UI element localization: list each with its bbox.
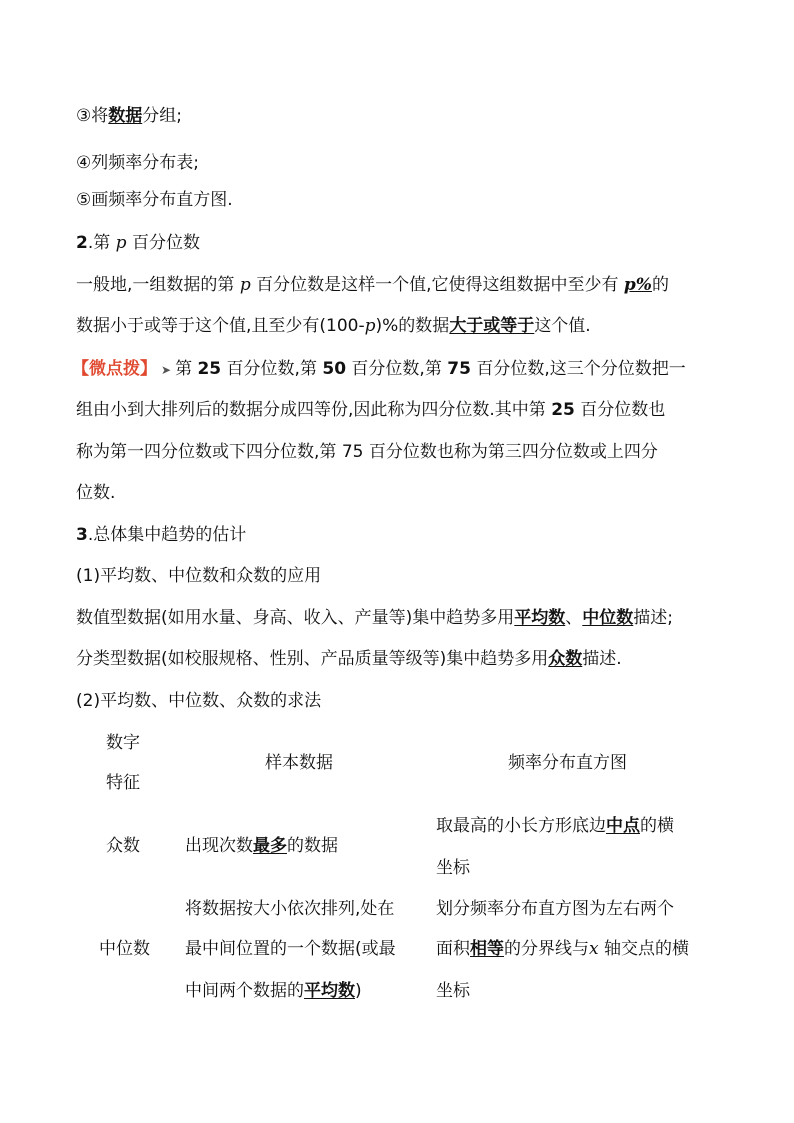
tip-line-4: 位数. [76,483,116,503]
row-median-sample-line1: 将数据按大小依次排列,处在 [185,899,395,919]
keyword-p-percent: p% [623,275,652,295]
tip-line-2: 组由小到大排列后的数据分成四等份,因此称为四分位数.其中第 25 百分位数也 [76,400,666,420]
section-2-paragraph-line-1: 一般地,一组数据的第 p 百分位数是这样一个值,它使得这组数据中至少有 p%的 [76,275,669,295]
step-3-text-end: 分组; [142,106,182,126]
section-3-line-2: 分类型数据(如校服规格、性别、产品质量等级等)集中趋势多用众数描述. [76,649,622,669]
row-median-sample-line3: 中间两个数据的平均数) [185,981,362,1001]
keyword-greater-equal: 大于或等于 [449,316,535,336]
row-median-hist-line1: 划分频率分布直方图为左右两个 [436,899,674,919]
step-4: ④列频率分布表; [76,153,199,173]
section-3-heading: 3.总体集中趋势的估计 [76,525,247,545]
step-3-text: ③将 [76,106,109,126]
keyword-mode: 众数 [548,649,583,669]
row-mode-sample: 出现次数最多的数据 [185,836,338,856]
section-3-sub-1: (1)平均数、中位数和众数的应用 [76,566,322,586]
keyword-mean: 平均数 [514,608,566,628]
section-3-sub-2: (2)平均数、中位数、众数的求法 [76,691,322,711]
table-header-col1-line1: 数字 [106,733,140,753]
row-mode-name: 众数 [106,836,140,856]
row-median-hist-line2: 面积相等的分界线与x 轴交点的横 [436,939,689,959]
tip-line-1: 【微点拨】 ➤ 第 25 百分位数,第 50 百分位数,第 75 百分位数,这三个分位数把一 [72,359,686,379]
tip-label: 【微点拨】 [72,359,157,379]
section-2-paragraph-line-2: 数据小于或等于这个值,且至少有(100-p)%的数据大于或等于这个值. [76,316,591,336]
section-2-heading: 2.第 p 百分位数 [76,233,200,253]
row-median-sample-line2: 最中间位置的一个数据(或最 [185,939,396,959]
row-median-hist-line3: 坐标 [436,981,470,1001]
keyword-data: 数据 [108,106,143,126]
section-3-line-1: 数值型数据(如用水量、身高、收入、产量等)集中趋势多用平均数、中位数描述; [76,608,673,628]
step-3 [76,104,182,128]
tip-line-3: 称为第一四分位数或下四分位数,第 75 百分位数也称为第三四分位数或上四分 [76,442,658,462]
row-mode-hist-line1: 取最高的小长方形底边中点的横 [436,816,674,836]
table-header-col3: 频率分布直方图 [508,753,627,773]
keyword-median: 中位数 [582,608,634,628]
row-median-name: 中位数 [99,939,150,959]
row-mode-hist-line2: 坐标 [436,858,470,878]
arrow-icon: ➤ [161,363,172,377]
table-header-col2: 样本数据 [265,753,333,773]
table-header-col1-line2: 特征 [106,773,140,793]
step-5: ⑤画频率分布直方图. [76,190,233,210]
